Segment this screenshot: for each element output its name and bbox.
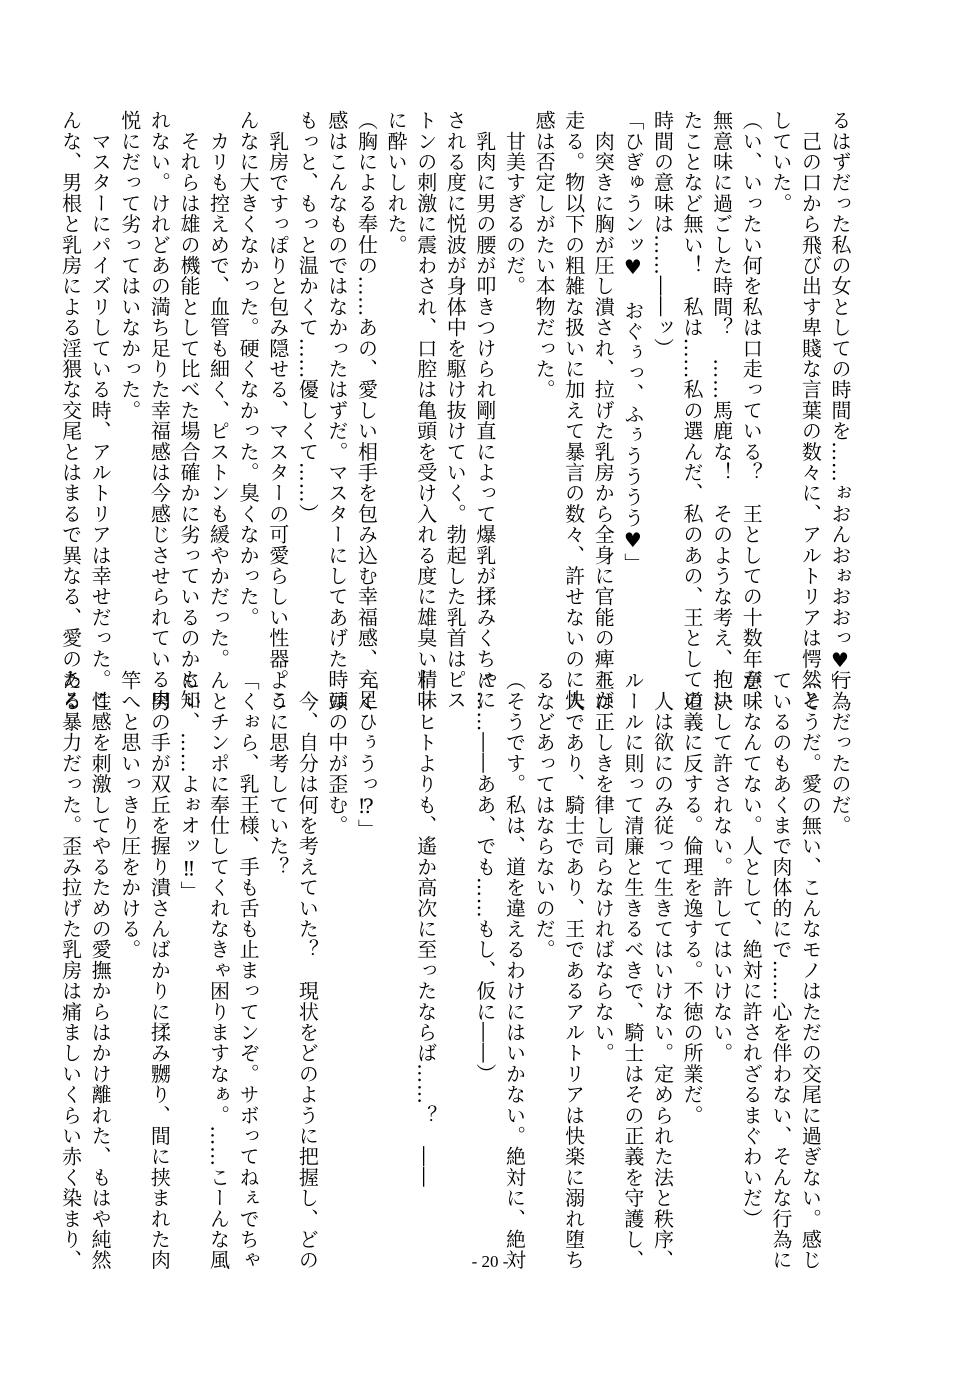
text-line: 男の手が双丘を握り潰さんばかりに揉み嬲り、間に挟まれた肉: [147, 670, 172, 1271]
text-line: 「ひぎゅうンッ♥ おぐぅっ、ふぅうううう♥」: [620, 110, 645, 574]
text-line: 感は否定しがたい本物だった。: [532, 110, 557, 400]
text-line: ように思考していた？: [265, 670, 290, 877]
text-line: 意味なんてない。人として、絶対に許されざるまぐわいだ）: [739, 670, 764, 1229]
text-line: んな、男根と乳房による淫猥な交尾とはまるで異なる、愛のある: [58, 110, 83, 711]
text-line: 決して許されない。許してはいけない。: [709, 670, 734, 1064]
text-line: カリも控えめで、血管も細く、ピストンも緩やかだった。: [206, 110, 231, 669]
text-line: 己の口から飛び出す卑賤な言葉の数々に、アルトリアは愕然と: [798, 110, 823, 711]
text-line: 走る。物以下の粗雑な扱いに加えて暴言の数々、許せないのに快: [561, 110, 586, 711]
text-line: ているのもあくまで肉体的にで……心を伴わない、そんな行為に: [768, 670, 793, 1271]
text-line: に……――ああ、でも……もし、仮に――）: [472, 670, 497, 1084]
page-number: - 20 -: [471, 1252, 509, 1271]
text-line: るはずだった私の女としての時間を……ぉおんおぉおおっ♥」: [828, 110, 852, 694]
text-line: 性感を刺激してやるための愛撫からはかけ離れた、もはや純然: [88, 670, 113, 1271]
text-line: していた。: [768, 110, 793, 214]
text-line: 乳肉に男の腰が叩きつけられ剛直によって爆乳が揉みくちゃに: [472, 110, 497, 711]
text-line: 悦にだって劣ってはいなかった。: [117, 110, 142, 421]
text-line: される度に悦波が身体中を駆け抜けていく。勃起した乳首はピス: [443, 110, 468, 711]
text-line: んなに大きくなかった。硬くなかった。臭くなかった。: [236, 110, 261, 628]
text-line: 行為だったのだ。: [828, 670, 852, 836]
text-line: トンの刺激に震わされ、口腔は亀頭を受け入れる度に雄臭い精味: [413, 110, 438, 711]
text-line: 今、自分は何を考えていた？ 現状をどのように把握し、どの: [295, 670, 320, 1271]
text-line: 王は正しきを律し司らなければならない。: [591, 670, 616, 1064]
text-line: 頭の中が歪む。: [324, 670, 349, 836]
text-line: ――ヒトよりも、遙か高次に至ったならば……？ ――: [413, 670, 438, 1188]
text-line: 人は欲にのみ従って生きてはいけない。定められた法と秩序、: [650, 670, 675, 1271]
text-line: （い、いったい何を私は口走っている？ 王としての十数年が、: [739, 110, 764, 711]
text-line: 無意味に過ごした時間？ ……馬鹿な！ そのような考え、抱い: [709, 110, 734, 711]
text-line: ルールに則って清廉と生きるべきで、騎士はその正義を守護し、: [620, 670, 645, 1271]
text-line: （そうだ。愛の無い、こんなモノはただの交尾に過ぎない。感じ: [798, 670, 823, 1271]
text-line: 乳房ですっぽりと包み隠せる、マスターの可愛らしい性器。こ: [265, 110, 290, 711]
text-line: マスターにパイズリしている時、アルトリアは幸せだった。こ: [88, 110, 113, 711]
text-line: 「くぉら、乳王様、手も舌も止まってンぞ。サボってねぇでちゃ: [236, 670, 261, 1271]
text-line: （胸による奉仕の……あの、愛しい相手を包み込む幸福感、充足: [354, 110, 379, 711]
text-line: 人であり、騎士であり、王であるアルトリアは快楽に溺れ堕ち: [561, 670, 586, 1271]
text-line: 甘美すぎるのだ。: [502, 110, 527, 297]
text-line: 「くひぅうっ⁉」: [354, 670, 379, 840]
text-line: に酔いしれた。: [384, 110, 409, 255]
text-line: るなどあってはならないのだ。: [532, 670, 557, 960]
text-line: 道義に反する。倫理を逸する。不徳の所業だ。: [680, 670, 705, 1126]
text-line: 肉突きに胸が圧し潰され、拉げた乳房から全身に官能の痺れが: [591, 110, 616, 711]
text-line: 時間の意味は……――ッ）: [650, 110, 675, 359]
upper-text-column: [58, 110, 854, 711]
text-line: れない。けれどあの満ち足りた幸福感は今感じさせられている肉: [147, 110, 172, 711]
text-line: 竿へと思いっきり圧をかける。: [117, 670, 142, 960]
text-line: （そうです。私は、道を違えるわけにはいかない。絶対に、絶対: [502, 670, 527, 1271]
text-line: んとチンポに奉仕してくれなきゃ困りますなぁ。……こーんな風: [206, 670, 231, 1271]
text-line: たことなど無い！ 私は……私の選んだ、私のあの、王としての: [680, 110, 705, 711]
text-line: たる暴力だった。歪み拉げた乳房は痛ましいくらい赤く染まり、: [58, 670, 83, 1271]
text-line: もっと、もっと温かくて……優しくて……）: [295, 110, 320, 524]
text-line: [440, 670, 470, 1210]
text-line: 感はこんなものではなかったはずだ。マスターにしてあげた時は: [324, 110, 349, 711]
text-line: それらは雄の機能として比べた場合確かに劣っているのかも知: [176, 110, 201, 711]
text-line: [381, 670, 411, 1210]
text-line: にぃ、……よぉオッ‼」: [176, 670, 201, 902]
